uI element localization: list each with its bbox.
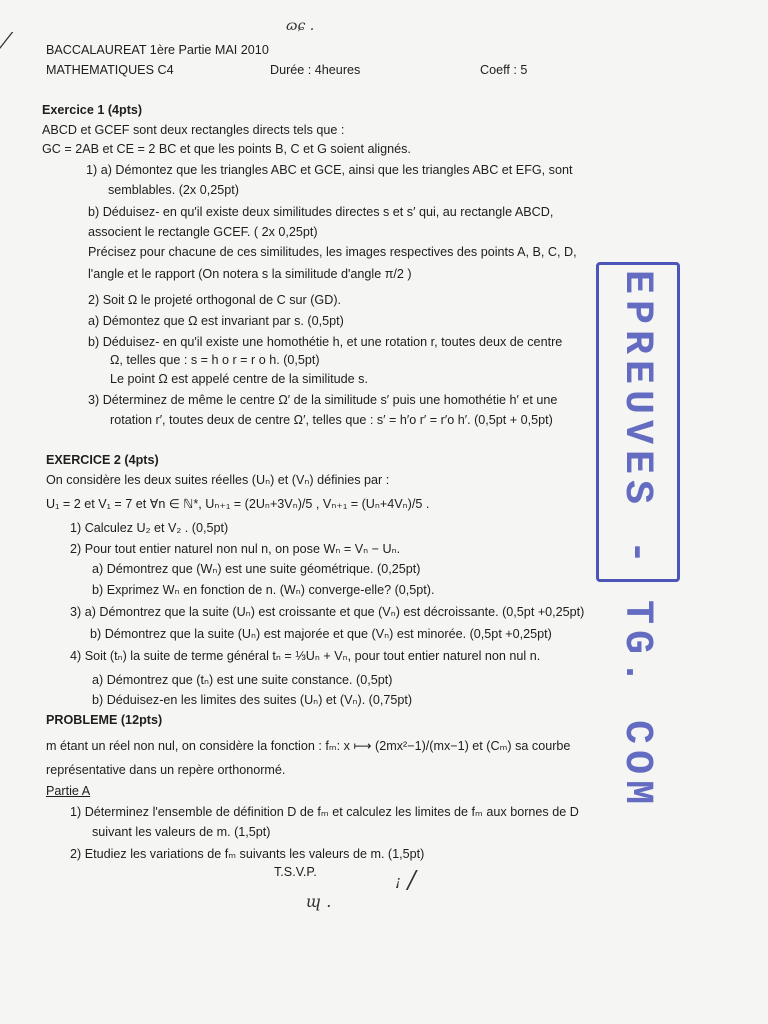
problem-q1-cont: suivant les valeurs de m. (1,5pt) <box>92 825 271 839</box>
exercise1-q1b-cont: associent le rectangle GCEF. ( 2x 0,25pt) <box>88 225 318 239</box>
exercise2-q3a: 3) a) Démontrez que la suite (Uₙ) est croissante et que (Vₙ) est décroissante. (0,5pt +0,25pt) <box>70 605 585 619</box>
exercise1-q1b: b) Déduisez- en qu'il existe deux similitudes directes s et s′ qui, au rectangle ABCD, <box>88 205 554 219</box>
handwritten-mark-bottom-right: ꜟ / <box>394 866 416 894</box>
problem-q2: 2) Etudiez les variations de fₘ suivants les valeurs de m. (1,5pt) <box>70 847 425 861</box>
exercise1-q3-cont: rotation r′, toutes deux de centre Ω′, telles que : s′ = h′o r′ = r′o h′. (0,5pt + 0,5pt) <box>110 413 553 427</box>
tsvp: T.S.V.P. <box>274 865 317 879</box>
exam-title: BACCALAUREAT 1ère Partie MAI 2010 <box>46 43 269 57</box>
problem-title: PROBLEME (12pts) <box>46 713 163 727</box>
exercise1-line2: GC = 2AB et CE = 2 BC et que les points B, C et G soient alignés. <box>42 142 411 156</box>
exercise1-line1: ABCD et GCEF sont deux rectangles directs tels que : <box>42 123 345 137</box>
handwritten-mark-bottom: ɰ . <box>306 892 332 911</box>
exercise1-q2b-cont2: Le point Ω est appelé centre de la similitude s. <box>110 372 368 386</box>
exercise1-q2: 2) Soit Ω le projeté orthogonal de C sur (GD). <box>88 293 342 307</box>
exercise2-line2: U₁ = 2 et V₁ = 7 et ∀n ∈ ℕ*, Uₙ₊₁ = (2Uₙ+3Vₙ)/5 , Vₙ₊₁ = (Uₙ+4Vₙ)/5 . <box>46 497 430 511</box>
exercise2-title: EXERCICE 2 (4pts) <box>46 453 159 467</box>
problem-line2: représentative dans un repère orthonormé. <box>46 763 286 777</box>
exercise1-q2b: b) Déduisez- en qu'il existe une homothétie h, et une rotation r, toutes deux de centre <box>88 335 563 349</box>
exercise1-q2a: a) Démontez que Ω est invariant par s. (0,5pt) <box>88 314 344 328</box>
exam-coeff: Coeff : 5 <box>480 63 528 77</box>
handwritten-slash-left: ⁄ <box>4 30 8 55</box>
exam-duration: Durée : 4heures <box>270 63 361 77</box>
exercise2-q4: 4) Soit (tₙ) la suite de terme général tₙ = ⅓Uₙ + Vₙ, pour tout entier naturel non nul n. <box>70 649 541 663</box>
exercise2-q2b: b) Exprimez Wₙ en fonction de n. (Wₙ) converge-elle? (0,5pt). <box>92 583 435 597</box>
exam-subject: MATHEMATIQUES C4 <box>46 63 174 77</box>
exercise2-q4a: a) Démontrez que (tₙ) est une suite constance. (0,5pt) <box>92 673 393 687</box>
exercise1-q3: 3) Déterminez de même le centre Ω′ de la similitude s′ puis une homothétie h′ et une <box>88 393 558 407</box>
exercise2-q2: 2) Pour tout entier naturel non nul n, on pose Wₙ = Vₙ − Uₙ. <box>70 542 401 556</box>
exercise1-q1a: 1) a) Démontez que les triangles ABC et GCE, ainsi que les triangles ABC et EFG, sont <box>86 163 573 177</box>
exercise1-q2b-cont: Ω, telles que : s = h o r = r o h. (0,5pt) <box>110 353 320 367</box>
exercise1-q1b-cont3: l'angle et le rapport (On notera s la similitude d'angle π/2 ) <box>88 267 412 281</box>
stamp-text: EPREUVES - TG. COM <box>614 270 659 811</box>
exercise2-q3b: b) Démontrez que la suite (Uₙ) est majorée et que (Vₙ) est minorée. (0,5pt +0,25pt) <box>90 627 552 641</box>
handwritten-mark-top: ɷɕ . <box>286 18 315 34</box>
exercise2-q2a: a) Démontrez que (Wₙ) est une suite géométrique. (0,25pt) <box>92 562 421 576</box>
exercise2-q4b: b) Déduisez-en les limites des suites (Uₙ) et (Vₙ). (0,75pt) <box>92 693 413 707</box>
exercise1-q1a-cont: semblables. (2x 0,25pt) <box>108 183 239 197</box>
problem-q1: 1) Déterminez l'ensemble de définition D de fₘ et calculez les limites de fₘ aux bornes de D <box>70 805 579 819</box>
problem-part-a: Partie A <box>46 784 91 798</box>
problem-line1: m étant un réel non nul, on considère la fonction : fₘ: x ⟼ (2mx²−1)/(mx−1) et (Cₘ) sa courbe <box>46 739 571 753</box>
exercise2-q1: 1) Calculez U₂ et V₂ . (0,5pt) <box>70 521 229 535</box>
exercise1-q1b-cont2: Précisez pour chacune de ces similitudes, les images respectives des points A, B, C, D, <box>88 245 577 259</box>
exercise1-title: Exercice 1 (4pts) <box>42 103 143 117</box>
exercise2-line1: On considère les deux suites réelles (Uₙ) et (Vₙ) définies par : <box>46 473 390 487</box>
